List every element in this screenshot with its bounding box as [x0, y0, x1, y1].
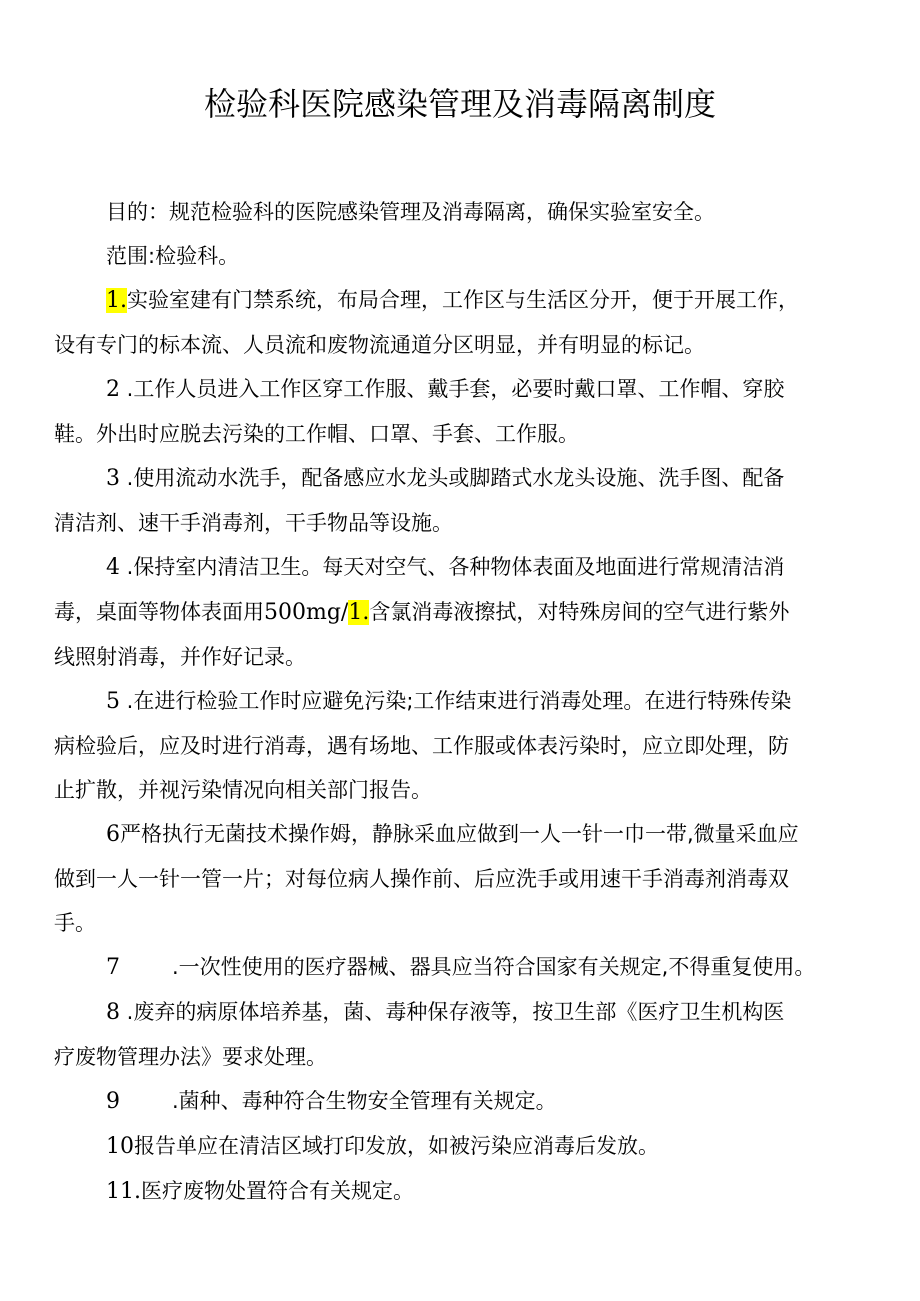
- scope-line: 范围:检验科。: [106, 244, 240, 268]
- item-8-number: 8: [106, 1000, 120, 1025]
- item-2-number: 2: [106, 377, 120, 402]
- item-4-concentration: 500mg/: [264, 600, 349, 625]
- item-8-text: .废弃的病原体培养基，菌、毒种保存液等，按卫生部《医疗卫生机构医: [120, 1000, 785, 1024]
- item-2: [54, 367, 876, 456]
- item-1: [54, 278, 876, 367]
- item-5-text-cont: 病检验后，应及时进行消毒，遇有场地、工作服或体表污染时，应立即处理，防: [54, 734, 789, 758]
- item-1-number: 1.: [106, 288, 127, 313]
- item-1-text: 实验室建有门禁系统，布局合理，工作区与生活区分开，便于开展工作，: [127, 288, 799, 312]
- item-9-number: 9: [106, 1089, 120, 1114]
- item-5-text: .在进行检验工作时应避免污染;工作结束进行消毒处理。在进行特殊传染: [120, 689, 792, 713]
- item-6-text-end: 手。: [54, 911, 96, 935]
- item-4-text-cont-a: 毒，桌面等物体表面用: [54, 600, 264, 624]
- item-1-text-cont: 设有专门的标本流、人员流和废物流通道分区明显，并有明显的标记。: [54, 333, 705, 357]
- item-10-number: 10: [106, 1134, 134, 1159]
- item-10-text: 报告单应在清洁区域打印发放，如被污染应消毒后发放。: [134, 1134, 659, 1158]
- item-5-number: 5: [106, 689, 120, 714]
- item-9-text: .菌种、毒种符合生物安全管理有关规定。: [172, 1089, 557, 1113]
- item-4-text-end: 线照射消毒，并作好记录。: [54, 645, 306, 669]
- item-11-text: 医疗废物处置符合有关规定。: [141, 1179, 414, 1203]
- item-3-text: .使用流动水洗手，配备感应水龙头或脚踏式水龙头设施、洗手图、配备: [120, 466, 785, 490]
- item-10: [54, 1124, 876, 1169]
- document-body: [54, 190, 876, 1214]
- item-11-number: 11.: [106, 1179, 141, 1204]
- item-6-text-cont: 做到一人一针一管一片；对每位病人操作前、后应洗手或用速干手消毒剂消毒双: [54, 867, 789, 891]
- item-4-text: .保持室内清洁卫生。每天对空气、各种物体表面及地面进行常规清洁消: [120, 555, 785, 579]
- item-4-text-cont-b: 含氯消毒液擦拭，对特殊房间的空气进行紫外: [369, 600, 790, 624]
- item-8: [54, 990, 876, 1079]
- item-5-text-end: 止扩散，并视污染情况向相关部门报告。: [54, 778, 432, 802]
- item-2-text-cont: 鞋。外出时应脱去污染的工作帽、口罩、手套、工作服。: [54, 422, 579, 446]
- item-9: [54, 1079, 876, 1124]
- item-7-text: .一次性使用的医疗器械、器具应当符合国家有关规定,不得重复使用。: [172, 955, 816, 979]
- item-6-text: 严格执行无菌技术操作姆，静脉采血应做到一人一针一巾一带,微量采血应: [120, 822, 799, 846]
- item-8-text-cont: 疗废物管理办法》要求处理。: [54, 1045, 327, 1069]
- item-4: [54, 545, 876, 679]
- item-6-number: 6: [106, 822, 120, 847]
- item-3-text-cont: 清洁剂、速干手消毒剂，干手物品等设施。: [54, 511, 453, 535]
- item-4-highlight: 1.: [348, 600, 370, 625]
- item-6: [54, 812, 876, 945]
- item-5: [54, 679, 876, 812]
- item-7: [54, 945, 876, 990]
- purpose-line: 目的：规范检验科的医院感染管理及消毒隔离，确保实验室安全。: [106, 200, 715, 224]
- item-4-number: 4: [106, 555, 120, 580]
- item-11: [54, 1169, 876, 1214]
- item-2-text: .工作人员进入工作区穿工作服、戴手套，必要时戴口罩、工作帽、穿胶: [120, 377, 785, 401]
- item-3: [54, 456, 876, 545]
- item-7-number: 7: [106, 955, 120, 980]
- item-3-number: 3: [106, 466, 120, 491]
- document-title: 检验科医院感染管理及消毒隔离制度: [203, 85, 716, 123]
